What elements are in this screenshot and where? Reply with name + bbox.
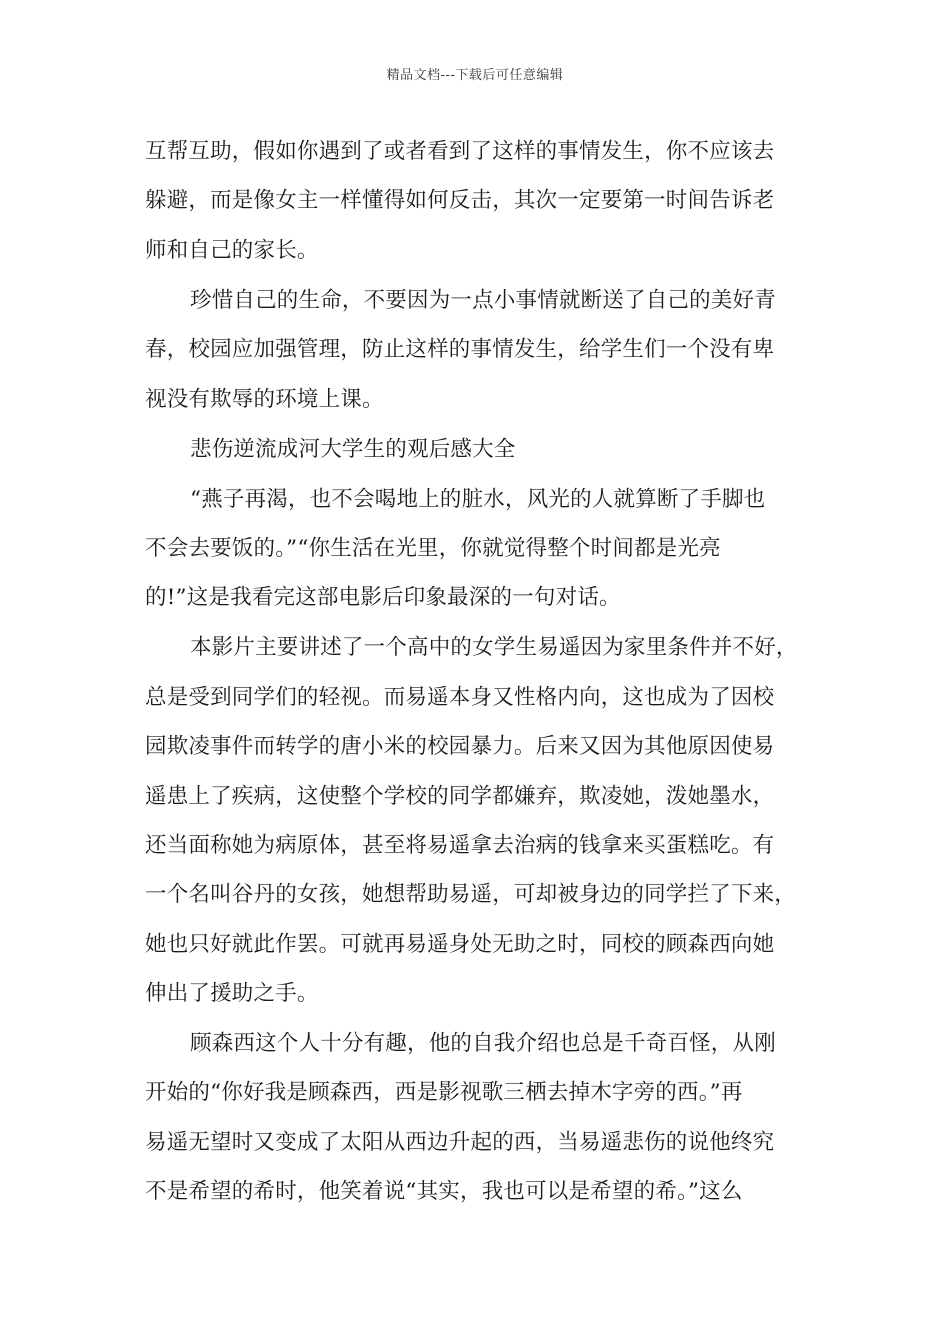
text-line: 互帮互助，假如你遇到了或者看到了这样的事情发生，你不应该去 bbox=[145, 139, 775, 164]
text-line: 易遥无望时又变成了太阳从西边升起的西，当易遥悲伤的说他终究 bbox=[145, 1129, 775, 1155]
text-line: 总是受到同学们的轻视。而易遥本身又性格内向，这也成为了因校 bbox=[145, 684, 775, 710]
text-line: 她也只好就此作罢。可就再易遥身处无助之时，同校的顾森西向她 bbox=[145, 931, 775, 957]
text-line: “燕子再渴，也不会喝地上的脏水，风光的人就算断了手脚也 bbox=[190, 486, 766, 512]
text-line: 伸出了援助之手。 bbox=[145, 981, 319, 1007]
text-line: 视没有欺辱的环境上课。 bbox=[145, 386, 384, 412]
text-line: 不会去要饭的。”“你生活在光里，你就觉得整个时间都是光亮 bbox=[145, 535, 721, 561]
body-text bbox=[145, 134, 827, 1224]
text-line: 一个名叫谷丹的女孩，她想帮助易遥，可却被身边的同学拦了下来， bbox=[145, 882, 797, 908]
text-line: 本影片主要讲述了一个高中的女学生易遥因为家里条件并不好， bbox=[190, 635, 798, 661]
text-line: 师和自己的家长。 bbox=[145, 237, 319, 263]
text-line: 还当面称她为病原体，甚至将易遥拿去治病的钱拿来买蛋糕吃。有 bbox=[145, 832, 775, 858]
text-line: 珍惜自己的生命，不要因为一点小事情就断送了自己的美好青 bbox=[190, 287, 776, 313]
page-header: 精品文档---下载后可任意编辑 bbox=[386, 68, 564, 83]
text-line: 顾森西这个人十分有趣，他的自我介绍也总是千奇百怪，从刚 bbox=[190, 1031, 776, 1057]
text-line: 开始的“你好我是顾森西，西是影视歌三栖去掉木字旁的西。”再 bbox=[145, 1080, 743, 1106]
text-line: 的!”这是我看完这部电影后印象最深的一句对话。 bbox=[145, 585, 621, 611]
text-line: 不是希望的希时，他笑着说“其实，我也可以是希望的希。”这么 bbox=[145, 1179, 743, 1205]
text-line: 遥患上了疾病，这使整个学校的同学都嫌弃，欺凌她，泼她墨水， bbox=[145, 783, 775, 809]
text-line: 躲避，而是像女主一样懂得如何反击，其次一定要第一时间告诉老 bbox=[145, 188, 775, 214]
text-line: 悲伤逆流成河大学生的观后感大全 bbox=[190, 436, 516, 462]
text-line: 园欺凌事件而转学的唐小米的校园暴力。后来又因为其他原因使易 bbox=[145, 734, 775, 760]
text-line: 春，校园应加强管理，防止这样的事情发生，给学生们一个没有卑 bbox=[145, 337, 775, 363]
